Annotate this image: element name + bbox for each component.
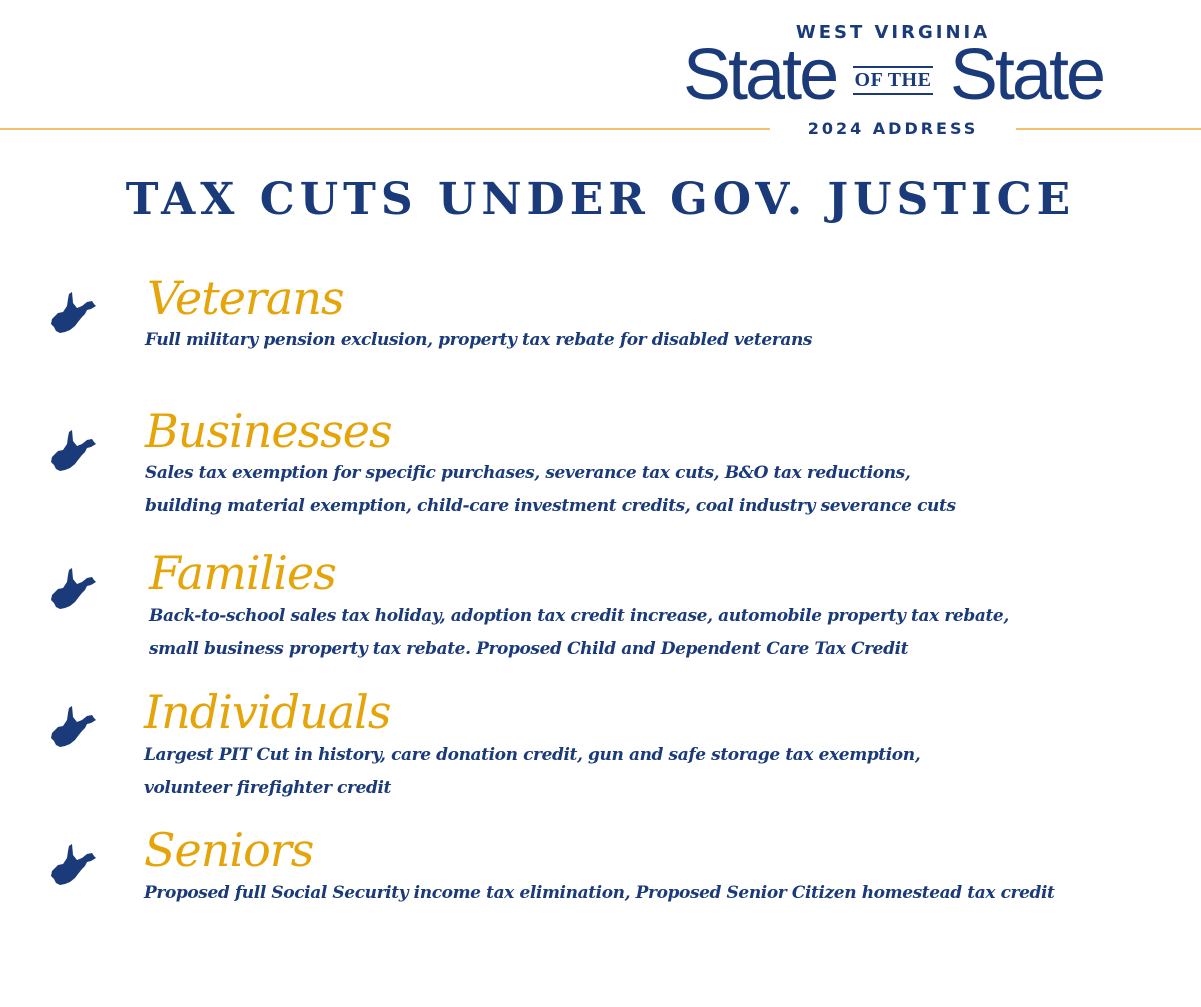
item-heading: Individuals xyxy=(144,685,391,739)
header-rule-right xyxy=(1016,128,1201,130)
item-heading: Businesses xyxy=(145,404,392,458)
logo-of-the: OF THE xyxy=(853,66,934,95)
item-description-line: small business property tax rebate. Proposed Child and Dependent Care Tax Credit xyxy=(149,639,909,659)
west-virginia-state-icon xyxy=(50,429,98,473)
item-description xyxy=(149,600,1009,666)
west-virginia-state-icon xyxy=(50,843,98,887)
item-description xyxy=(144,739,920,805)
item-heading: Seniors xyxy=(144,823,314,877)
item-description xyxy=(145,457,956,523)
item-description-line: Back-to-school sales tax holiday, adoption tax credit increase, automobile property tax rebate, xyxy=(149,606,1009,626)
west-virginia-state-icon xyxy=(50,705,98,749)
logo-word-right: State xyxy=(949,35,1103,115)
header-rule-left xyxy=(0,128,770,130)
item-heading: Families xyxy=(149,546,336,600)
item-description xyxy=(145,324,812,357)
item-description-line: Largest PIT Cut in history, care donation credit, gun and safe storage tax exemption, xyxy=(144,745,921,765)
logo-state-name: WEST VIRGINIA xyxy=(795,22,991,43)
page-title: TAX CUTS UNDER GOV. JUSTICE xyxy=(125,174,1076,225)
item-description-line: Sales tax exemption for specific purchases, severance tax cuts, B&O tax reductions, xyxy=(145,463,911,483)
item-description-line: building material exemption, child-care investment credits, coal industry severance cuts xyxy=(145,496,956,516)
logo-wordmark xyxy=(683,35,1103,115)
item-description xyxy=(144,877,1055,910)
item-heading: Veterans xyxy=(147,271,344,325)
west-virginia-state-icon xyxy=(50,291,98,335)
logo-address-year: 2024 ADDRESS xyxy=(770,119,1016,138)
item-description-line: Full military pension exclusion, property tax rebate for disabled veterans xyxy=(145,330,813,350)
item-description-line: Proposed full Social Security income tax elimination, Proposed Senior Citizen homestead tax credit xyxy=(144,883,1055,903)
west-virginia-state-icon xyxy=(50,567,98,611)
item-description-line: volunteer firefighter credit xyxy=(144,778,391,798)
logo-word-left: State xyxy=(683,35,837,115)
